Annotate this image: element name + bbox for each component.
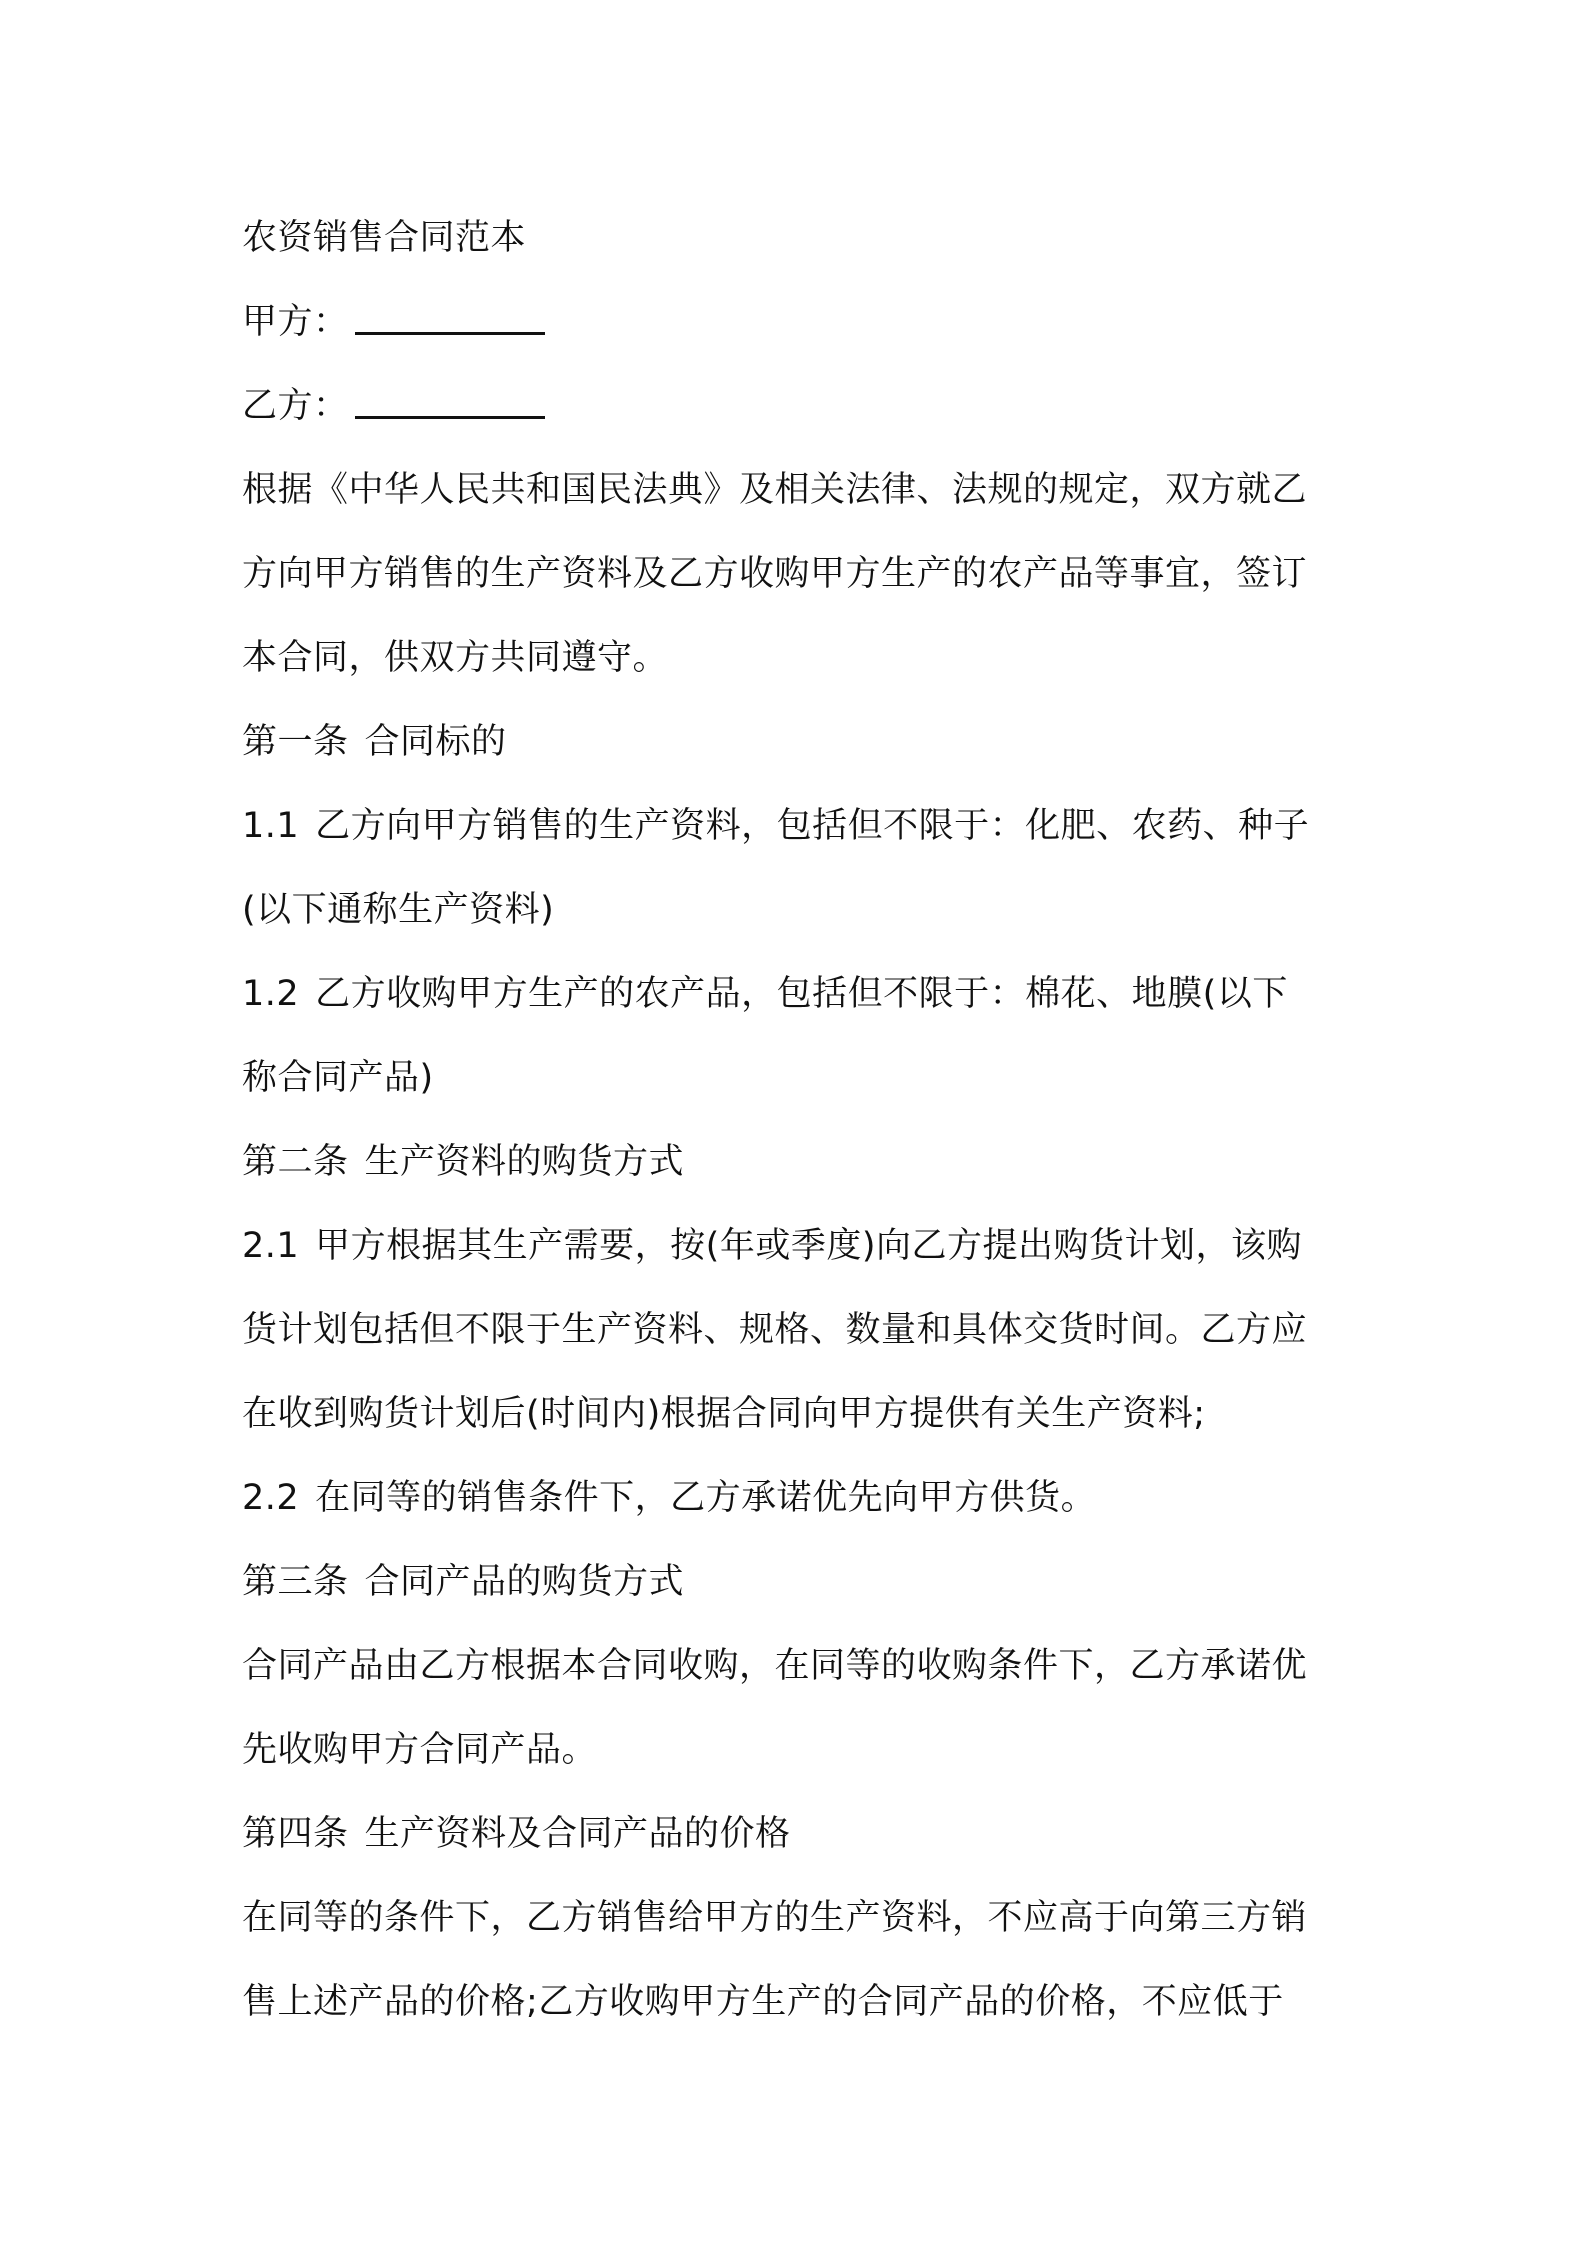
intro-line: 本合同，供双方共同遵守。 bbox=[242, 638, 669, 678]
article-number: 第一条 bbox=[242, 722, 349, 762]
article-title: 生产资料及合同产品的价格 bbox=[364, 1814, 791, 1854]
article-3-heading bbox=[242, 1540, 1362, 1624]
intro-line: 根据《中华人民共和国民法典》及相关法律、法规的规定，双方就乙 bbox=[242, 470, 1308, 510]
clause-text: 甲方根据其生产需要，按(年或季度)向乙方提出购货计划，该购 bbox=[315, 1226, 1302, 1266]
clause-1-2-cont: 称合同产品) bbox=[242, 1058, 434, 1098]
clause-1-1 bbox=[242, 784, 1362, 868]
article-number: 第四条 bbox=[242, 1814, 349, 1854]
article-2-heading bbox=[242, 1120, 1362, 1204]
clause-number: 2.1 bbox=[242, 1226, 300, 1266]
clause-number: 2.2 bbox=[242, 1478, 300, 1518]
intro-line: 方向甲方销售的生产资料及乙方收购甲方生产的农产品等事宜，签订 bbox=[242, 554, 1308, 594]
article-title: 合同标的 bbox=[364, 722, 507, 762]
contract-body bbox=[242, 196, 1362, 2044]
party-a-line bbox=[242, 280, 1362, 364]
article-number: 第三条 bbox=[242, 1562, 349, 1602]
article-3-text: 合同产品由乙方根据本合同收购，在同等的收购条件下，乙方承诺优 bbox=[242, 1646, 1308, 1686]
article-title: 合同产品的购货方式 bbox=[364, 1562, 685, 1602]
clause-2-1-cont: 在收到购货计划后(时间内)根据合同向甲方提供有关生产资料; bbox=[242, 1394, 1206, 1434]
party-b-label: 乙方： bbox=[242, 386, 349, 426]
clause-2-1 bbox=[242, 1204, 1362, 1288]
document-title: 农资销售合同范本 bbox=[242, 218, 527, 258]
party-a-label: 甲方： bbox=[242, 302, 349, 342]
clause-number: 1.1 bbox=[242, 806, 300, 846]
article-number: 第二条 bbox=[242, 1142, 349, 1182]
article-title: 生产资料的购货方式 bbox=[364, 1142, 685, 1182]
article-4-text: 售上述产品的价格;乙方收购甲方生产的合同产品的价格，不应低于 bbox=[242, 1982, 1284, 2022]
party-b-line bbox=[242, 364, 1362, 448]
clause-text: 乙方收购甲方生产的农产品，包括但不限于：棉花、地膜(以下 bbox=[315, 974, 1288, 1014]
article-4-text: 在同等的条件下，乙方销售给甲方的生产资料，不应高于向第三方销 bbox=[242, 1898, 1308, 1938]
clause-2-2 bbox=[242, 1456, 1362, 1540]
clause-2-1-cont: 货计划包括但不限于生产资料、规格、数量和具体交货时间。乙方应 bbox=[242, 1310, 1308, 1350]
party-a-blank bbox=[355, 328, 545, 335]
article-1-heading bbox=[242, 700, 1362, 784]
party-b-blank bbox=[355, 412, 545, 419]
clause-text: 在同等的销售条件下，乙方承诺优先向甲方供货。 bbox=[315, 1478, 1097, 1518]
clause-1-1-cont: (以下通称生产资料) bbox=[242, 890, 555, 930]
clause-text: 乙方向甲方销售的生产资料，包括但不限于：化肥、农药、种子 bbox=[315, 806, 1310, 846]
article-4-heading bbox=[242, 1792, 1362, 1876]
clause-number: 1.2 bbox=[242, 974, 300, 1014]
clause-1-2 bbox=[242, 952, 1362, 1036]
article-3-text: 先收购甲方合同产品。 bbox=[242, 1730, 598, 1770]
